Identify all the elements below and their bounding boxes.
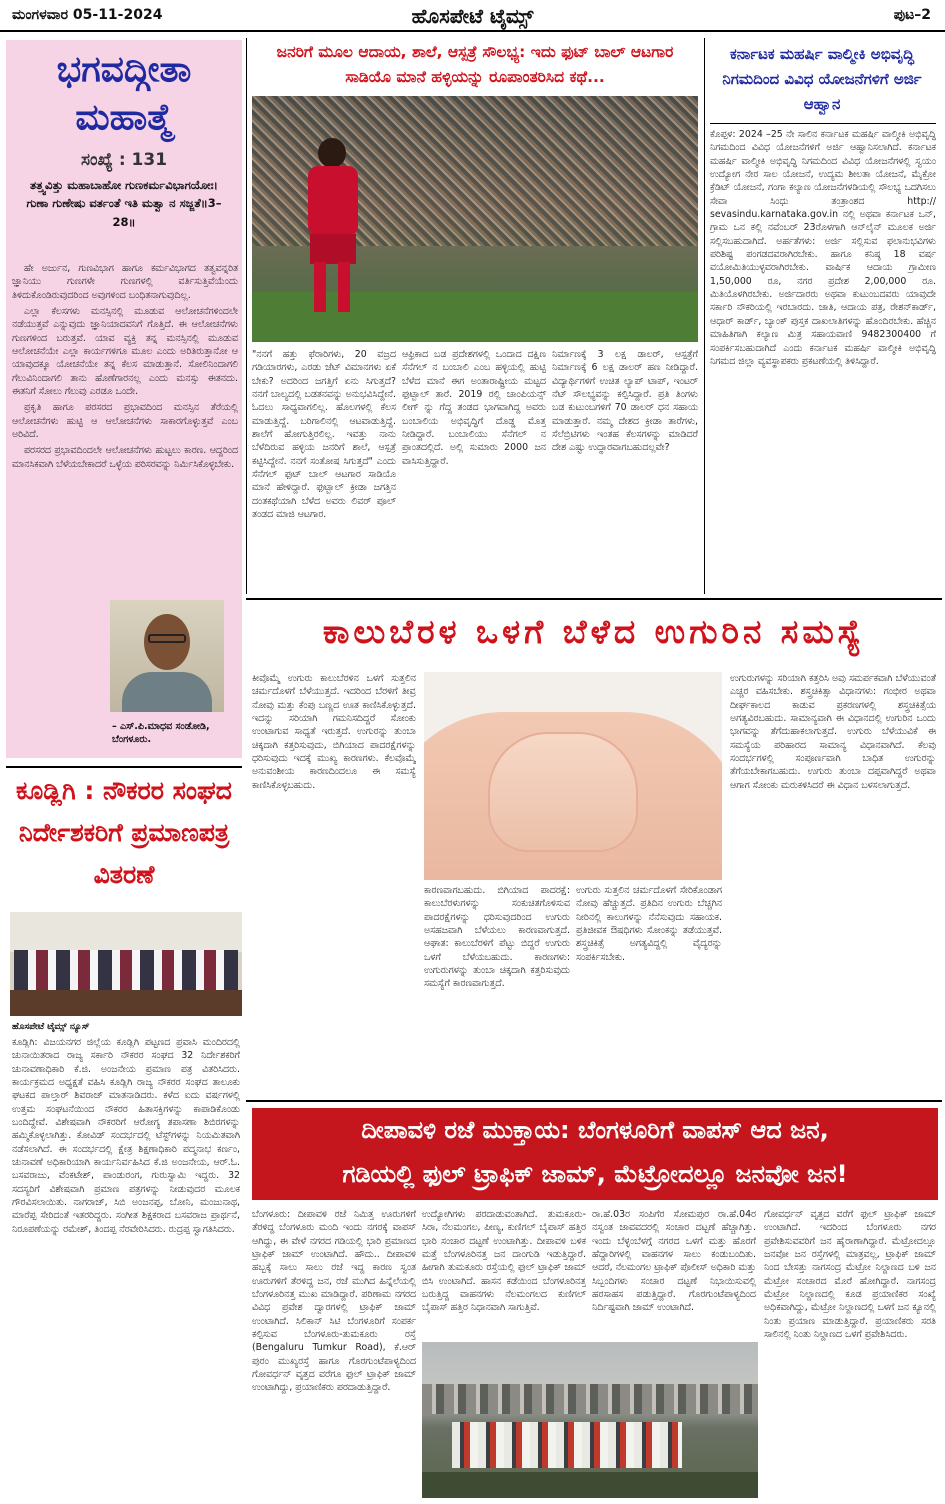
photo-player-leg xyxy=(338,262,350,312)
gita-para: ಪ್ರಕೃತಿ ಹಾಗೂ ಪರಸರದ ಪ್ರಭಾವದಿಂದ ಮನಸ್ಸಿನ ತೆರೆಯಲ್ಲಿ ಆಲೋಚನೆಗಳು ಹುಟ್ಟಿ ಆ ಆಲೋಚನೆಗಳು ಸಾಕಾರಗೊಳ್ಳುತ್ತವೆ ಎಂಬ ಅರಿವಿದೆ. xyxy=(12,402,238,441)
mane-col2: ಆಫ್ರಿಕಾದ ಬಡ ಪ್ರದೇಶಗಳಲ್ಲಿ ಒಂದಾದ ದಕ್ಷಿಣ ಸೆನೆಗಲ್ ನ ಬಂಬಾಲಿ ಎಂಬ ಹಳ್ಳಿಯಲ್ಲಿ ಹುಟ್ಟಿ ಬೆಳೆದ ಮಾನೆ ಈಗ ಅಂತಾರಾಷ್ಟ್ರೀಯ ಮಟ್ಟದ ಫುಟ್ಬಾಲ್ ತಾರೆ. 2019 ರಲ್ಲಿ ಚಾಂಪಿಯನ್ಸ್ ಲೀಗ್ ನ್ನು ಗೆದ್ದ ತಂಡದ ಭಾಗವಾಗಿದ್ದ ಅವರು ಬಂಬಾಲಿಯ ಅಭಿವೃದ್ಧಿಗೆ ದೊಡ್ಡ ಮೊತ್ತ ನೀಡಿದ್ದಾರೆ. ಬಂಬಾಲಿಯು ಸೆನೆಗಲ್ ನ ಪ್ರಾಂತದಲ್ಲಿದೆ. ಅಲ್ಲಿ ಸುಮಾರು 2000 ಜನ ವಾಸಿಸುತ್ತಿದ್ದಾರೆ. xyxy=(402,349,546,467)
gita-title: ಭಗವದ್ಗೀತಾ ಮಹಾತ್ಮೆ xyxy=(56,49,192,138)
deepavali-col1: ಬೆಂಗಳೂರು: ದೀಪಾವಳಿ ರಜೆ ನಿಮಿತ್ತ ಊರುಗಳಿಗೆ ತೆರಳಿದ್ದ ಬೆಂಗಳೂರು ಮಂದಿ ಇಂದು ನಗರಕ್ಕೆ ವಾಪಸ್ ಆಗಿದ್ದು, ಈ ವೇಳೆ ನಗರದ ಗಡಿಯಲ್ಲಿ ಭಾರಿ ಪ್ರಮಾಣದ ಟ್ರಾಫಿಕ್ ಜಾಮ್ ಉಂಟಾಗಿದೆ. ಹೌದು.. ದೀಪಾವಳಿ ಹಬ್ಬಕ್ಕೆ ಸಾಲು ಸಾಲು ರಜೆ ಇದ್ದ ಕಾರಣ ಸ್ವಂತ ಊರುಗಳಿಗೆ ತೆರಳಿದ್ದ ಜನ, ರಜೆ ಮುಗಿದ ಹಿನ್ನೆಲೆಯಲ್ಲಿ ಬೆಂಗಳೂರಿನತ್ತ ಮುಖ ಮಾಡಿದ್ದಾರೆ. ಪರಿಣಾಮ ನಗರದ ವಿವಿಧ ಪ್ರವೇಶ ದ್ವಾರಗಳಲ್ಲಿ ಟ್ರಾಫಿಕ್ ಜಾಮ್ ಉಂಟಾಗಿದೆ. ಸಿಲಿಕಾನ್ ಸಿಟಿ ಬೆಂಗಳೂರಿಗೆ ಸಂಪರ್ಕ ಕಲ್ಪಿಸುವ ಬೆಂಗಳೂರು-ತುಮಕೂರು ರಸ್ತೆ (Bengaluru Tumkur Road), ಕೆ.ಆರ್ ಪುರಂ ಮುಖ್ಯರಸ್ತೆ ಹಾಗೂ ಗೊರಗುಂಟೆಪಾಳ್ಯದಿಂದ ಗೋವರ್ಧನ್ ವೃತ್ತದ ವರೆಗೂ ಫುಲ್ ಟ್ರಾಫಿಕ್ ಜಾಮ್ ಉಂಟಾಗಿದ್ದು, ಪ್ರಯಾಣಿಕರು ಪರದಾಡುತ್ತಿದ್ದಾರೆ. xyxy=(252,1209,416,1394)
traffic-photo xyxy=(422,1342,758,1498)
gita-author: – ಎಸ್.ಪಿ.ಮಾಧವ ಸಂಡೋಡಿ, ಬೆಂಗಳೂರು. xyxy=(112,721,210,746)
divider xyxy=(6,766,242,768)
photo-nail xyxy=(488,732,638,852)
page-number: ಪುಟ–2 xyxy=(893,7,931,23)
toenail-headline: ಕಾಲುಬೆರಳ ಒಳಗೆ ಬೆಳೆದ ಉಗುರಿನ ಸಮಸ್ಯೆ xyxy=(322,612,866,651)
deepavali-col3: ರಾ.ಹೆ.03ರ ಸಂಪಿಗೆರ ಸೋಮಪುರ ರಾ.ಹೆ.04ರ ನಸ್ವಂತ ಜಾವವದರಲ್ಲಿ ಸಂಚಾರ ದಟ್ಟಣೆ ಹೆಚ್ಚಾಗಿತ್ತು. ಇಂದು ಬೆಳ್ಳಂಬೆಳಗ್ಗೆ ನಗರದ ಒಳಗೆ ಮತ್ತು ಹೊರಗೆ ಹೆದ್ದಾರಿಗಳಲ್ಲಿ ವಾಹನಗಳ ಸಾಲು ಕಂಡುಬಂದಿತು. ಆದರೆ, ನೆಲಮಂಗಲ ಟ್ರಾಫಿಕ್ ಪೊಲೀಸ್ ಅಧಿಕಾರಿ ಮತ್ತು ಸಿಬ್ಬಂದಿಗಳು ಸಂಚಾರ ದಟ್ಟಣೆ ನಿಭಾಯಿಸುವಲ್ಲಿ ಹರಸಾಹಸ ಪಡುತ್ತಿದ್ದಾರೆ. ಗೊರಗುಂಟೆಪಾಳ್ಯದಿಂದ ನಿರ್ದಿಷ್ಟವಾಗಿ ಜಾಮ್ ಉಂಟಾಗಿದೆ. xyxy=(592,1209,756,1314)
mane-col1: "ನನಗೆ ಹತ್ತು ಫೆರಾರಿಗಳು, 20 ವಜ್ರದ ಗಡಿಯಾರಗಳು, ಎರಡು ಜೆಟ್ ವಿಮಾನಗಳು ಏಕೆ ಬೇಕು? ಅದರಿಂದ ಜಗತ್ತಿಗೆ ಏನು ಸಿಗುತ್ತದೆ? ನನಗೆ ಬಾಲ್ಯದಲ್ಲಿ ಬಡತನವನ್ನು ಅನುಭವಿಸಿದ್ದೇನೆ. ಓದಲು ಸಾಧ್ಯವಾಗಲಿಲ್ಲ. ಹೊಲಗಳಲ್ಲಿ ಕೆಲಸ ಮಾಡುತ್ತಿದ್ದೆ. ಬರಿಗಾಲಿನಲ್ಲಿ ಆಟವಾಡುತ್ತಿದ್ದೆ. ಶಾಲೆಗೆ ಹೋಗುತ್ತಿರಲಿಲ್ಲ. ಇವತ್ತು ನಾನು ಬೆಳೆದಿರುವ ಹಳ್ಳಿಯ ಜನರಿಗೆ ಶಾಲೆ, ಆಸ್ಪತ್ರೆ ಕಟ್ಟಿಸಿದ್ದೇನೆ. ನನಗೆ ಸಂತೋಷ ಸಿಗುತ್ತದೆ" ಎಂದು ಸೆನೆಗಲ್ ಫುಟ್ ಬಾಲ್ ಆಟಗಾರ ಸಾಡಿಯೊ ಮಾನೆ ಹೇಳಿದ್ದಾರೆ. ಫುಟ್ಬಾಲ್ ಕ್ರೀಡಾ ಜಗತ್ತಿನ ದಂತಕಥೆಯಾಗಿ ಬೆಳೆದ ಅವರು ಲಿವರ್ ಪೂಲ್ ತಂಡದ ಮಾಜಿ ಆಟಗಾರ. xyxy=(252,349,396,521)
masthead xyxy=(0,0,945,32)
photo-verge xyxy=(422,1472,758,1498)
valmiki-headline: ಕರ್ನಾಟಕ ಮಹರ್ಷಿ ವಾಲ್ಮೀಕಿ ಅಭಿವೃದ್ಧಿ ನಿಗಮದಿಂದ ವಿವಿಧ ಯೋಜನೆಗಳಿಗೆ ಅರ್ಜಿ ಆಹ್ವಾನ xyxy=(722,45,922,113)
gita-text xyxy=(12,262,238,592)
gita-verse: ತತ್ತ್ವವಿತ್ತು ಮಹಾಬಾಹೋ ಗುಣಕರ್ಮವಿಭಾಗಯೋಃ। ಗುಣಾ ಗುಣೇಷು ವರ್ತಂತೆ ಇತಿ ಮತ್ವಾ ನ ಸಜ್ಜತೆ॥3–28॥ xyxy=(26,178,222,229)
deepavali-col4: ಗೋವರ್ಧನ್ ವೃತ್ತದ ವರೆಗೆ ಫುಲ್ ಟ್ರಾಫಿಕ್ ಜಾಮ್ ಉಂಟಾಗಿದೆ. ಇದರಿಂದ ಬೆಂಗಳೂರು ನಗರ ಪ್ರವೇಶಿಸುವವರಿಗೆ ಜನ ಹೈರಾಣಾಗಿದ್ದಾರೆ. ಮೆಟ್ರೋದಲ್ಲೂ ಜನವೋ ಜನ ರಸ್ತೆಗಳಲ್ಲಿ ಮಾತ್ರವಲ್ಲ, ಟ್ರಾಫಿಕ್ ಜಾಮ್ ನಿಂದ ಬೇಸತ್ತು ನಾಗಸಂದ್ರ ಮೆಟ್ರೋ ನಿಲ್ದಾಣದ ಬಳಿ ಜನ ಮೆಟ್ರೋ ಸಂಚಾರದ ಮೊರೆ ಹೋಗಿದ್ದಾರೆ. ನಾಗಸಂದ್ರ ಮೆಟ್ರೋ ನಿಲ್ದಾಣದಲ್ಲಿ ಕೂಡ ಪ್ರಯಾಣಿಕರ ಸಂಖ್ಯೆ ಅಧಿಕವಾಗಿದ್ದು, ಮೆಟ್ರೋ ನಿಲ್ದಾಣದಲ್ಲಿ ಒಳಗೆ ಜನ ಕ್ಯೂನಲ್ಲಿ ನಿಂತು ಪ್ರಯಾಣ ಮಾಡುತ್ತಿದ್ದಾರೆ. ಪ್ರಯಾಣಿಕರು ಸರತಿ ಸಾಲಿನಲ್ಲಿ ನಿಂತು ನಿಲ್ದಾಣದ ಒಳಗೆ ಪ್ರವೇಶಿಸಿದರು. xyxy=(764,1209,936,1341)
toenail-photo xyxy=(424,672,722,880)
divider xyxy=(704,38,705,594)
toenail-mid2: ಉಗುರು ಸುತ್ತಲಿನ ಚರ್ಮದೊಳಗೆ ಸೇರಿಕೊಂಡಾಗ ನೋವು ಹೆಚ್ಚುತ್ತದೆ. ಪ್ರತಿದಿನ ಉಗುರು ಬೆಚ್ಚಗಿನ ನೀರಿನಲ್ಲಿ ಕಾಲುಗಳನ್ನು ನೆನೆಸುವುದು ಸಹಾಯಕ. ಪ್ರತಿಜೀವಕ ಔಷಧಿಗಳು ಸೋಂಕನ್ನು ತಡೆಯುತ್ತವೆ. ಶಸ್ತ್ರಚಿಕಿತ್ಸೆ ಅಗತ್ಯವಿದ್ದಲ್ಲಿ ವೈದ್ಯರನ್ನು ಸಂಪರ್ಕಿಸಬೇಕು. xyxy=(576,885,722,963)
toenail-left: ಕೀವೊಮ್ಮೆ ಉಗುರು ಕಾಲುಬೆರಳಿನ ಒಳಗೆ ಸುತ್ತಲಿನ ಚರ್ಮದೊಳಗೆ ಬೆಳೆಯುತ್ತದೆ. ಇದರಿಂದ ಬೆರಳಿಗೆ ತೀವ್ರ ನೋವು ಮತ್ತು ಕೆಂಪು ಬಣ್ಣದ ಊತ ಕಾಣಿಸಿಕೊಳ್ಳುತ್ತದೆ. ಇದನ್ನು ಸರಿಯಾಗಿ ಗಮನಿಸದಿದ್ದರೆ ಸೋಂಕು ಉಂಟಾಗುವ ಸಾಧ್ಯತೆ ಇರುತ್ತದೆ. ಉಗುರನ್ನು ತುಂಬಾ ಚಿಕ್ಕದಾಗಿ ಕತ್ತರಿಸುವುದು, ಬಿಗಿಯಾದ ಪಾದರಕ್ಷೆಗಳನ್ನು ಧರಿಸುವುದು ಇದಕ್ಕೆ ಮುಖ್ಯ ಕಾರಣಗಳು. ಕೆಲವೊಮ್ಮೆ ಅನುವಂಶೀಯ ಕಾರಣದಿಂದಲೂ ಈ ಸಮಸ್ಯೆ ಕಾಣಿಸಿಕೊಳ್ಳಬಹುದು. xyxy=(252,673,416,791)
deepavali-headline-band xyxy=(252,1108,938,1200)
deepavali-col2: ಉದ್ಯೋಗಿಗಳು ಪರದಾಡುವಂತಾಗಿದೆ. ತುಮಕೂರು-ಸಿರಾ, ನೆಲಮಂಗಲ, ಪೀಣ್ಯ, ಕುಣಿಗಲ್ ಬೈಪಾಸ್ ಹತ್ತಿರ ಭಾರಿ ಸಂಚಾರ ದಟ್ಟಣೆ ಉಂಟಾಗಿತ್ತು. ದೀಪಾವಳಿ ಬಳಿಕ ಮತ್ತೆ ಬೆಂಗಳೂರಿನತ್ತ ಜನ ದಾಂಗುಡಿ ಇಡುತ್ತಿದ್ದಾರೆ. ಹೀಗಾಗಿ ತುಮಕೂರು ರಸ್ತೆಯಲ್ಲಿ ಫುಲ್ ಟ್ರಾಫಿಕ್ ಜಾಮ್ ಬಿಸಿ ಉಂಟಾಗಿದೆ. ಹಾಸನ ಕಡೆಯಿಂದ ಬೆಂಗಳೂರಿನತ್ತ ಬರುತ್ತಿದ್ದ ವಾಹನಗಳು ನೆಲಮಂಗಲದ ಕುಣಿಗಲ್ ಬೈಪಾಸ್ ಹತ್ತಿರ ನಿಧಾನವಾಗಿ ಸಾಗುತ್ತಿವೆ. xyxy=(422,1209,586,1314)
kudligi-photo xyxy=(10,912,242,1016)
divider xyxy=(246,598,942,600)
deepavali-headline-line1: ದೀಪಾವಳಿ ರಜೆ ಮುಕ್ತಾಯ: ಬೆಂಗಳೂರಿಗೆ ವಾಪಸ್ ಆದ ಜನ, xyxy=(361,1116,829,1144)
toenail-mid: ಕಾರಣವಾಗಬಹುದು. ಬಿಗಿಯಾದ ಪಾದರಕ್ಷೆ: ಕಾಲುಬೆರಳುಗಳನ್ನು ಸಂಕುಚಿತಗೊಳಿಸುವ ಪಾದರಕ್ಷೆಗಳನ್ನು ಧರಿಸುವುದರಿಂದ ಉಗುರು ಅಸಹಜವಾಗಿ ಬೆಳೆಯಲು ಕಾರಣವಾಗುತ್ತದೆ. ಆಘಾತ: ಕಾಲುಬೆರಳಿಗೆ ಪೆಟ್ಟು ಬಿದ್ದರೆ ಉಗುರು ಒಳಗೆ ಬೆಳೆಯಬಹುದು. ಕಾರಣಗಳು: ಉಗುರುಗಳನ್ನು ತುಂಬಾ ಚಿಕ್ಕದಾಗಿ ಕತ್ತರಿಸುವುದು ಸಮಸ್ಯೆಗೆ ಕಾರಣವಾಗುತ್ತದೆ. xyxy=(424,885,570,990)
photo-people xyxy=(14,950,238,990)
photo-player-leg xyxy=(314,262,326,312)
divider xyxy=(246,38,247,594)
kudligi-body: ಕೂಡ್ಲಿಗಿ: ವಿಜಯನಗರ ಜಿಲ್ಲೆಯ ಕೂಡ್ಲಿಗಿ ಪಟ್ಟಣದ ಪ್ರವಾಸಿ ಮಂದಿರದಲ್ಲಿ ಚುನಾಯಿತರಾದ ರಾಜ್ಯ ಸರ್ಕಾರಿ ನೌಕರರ ಸಂಘದ 32 ನಿರ್ದೇಶಕರಿಗೆ ಚುನಾವಣಾಧಿಕಾರಿ ಕೆ.ಜಿ. ಅಂಜನೇಯ ಪ್ರಮಾಣ ಪತ್ರ ವಿತರಿಸಿದರು. ಕಾರ್ಯಕ್ರಮದ ಅಧ್ಯಕ್ಷತೆ ವಹಿಸಿ ಕೂಡ್ಲಿಗಿ ರಾಜ್ಯ ನೌಕರರ ಸಂಘದ ತಾಲೂಕು ಘಟಕದ ಪಾಲ್ತಾರ್ ಶಿವರಾಜ್ ಮಾತನಾಡಿದರು. ಕಳೆದ ಐದು ವರ್ಷಗಳಲ್ಲಿ ಉತ್ತಮ ಸಂಘಟನೆಯಿಂದ ನೌಕರರ ಹಿತಾಸಕ್ತಿಗಳನ್ನು ಕಾಪಾಡಿಕೊಂಡು ಬಂದಿದ್ದೇವೆ. ವಿಶೇಷವಾಗಿ ನೌಕರರಿಗೆ ಆರೋಗ್ಯ ತಪಾಸಣಾ ಶಿಬಿರಗಳನ್ನು ಹಮ್ಮಿಕೊಳ್ಳಲಾಗಿತ್ತು. ಕೋವಿಡ್ ಸಂದರ್ಭದಲ್ಲಿ ಟೆಸ್ಟ್‌ಗಳನ್ನು ನಿಯಮಿತವಾಗಿ ನಡೆಸಲಾಗಿದೆ. ಈ ಸಂದರ್ಭದಲ್ಲಿ ಕ್ಷೇತ್ರ ಶಿಕ್ಷಣಾಧಿಕಾರಿ ಪದ್ಮನಾಭ ಕರ್ಣಂ, ಚುನಾವಣೆ ಅಧಿಕಾರಿಯಾಗಿ ಕಾರ್ಯನಿರ್ವಹಿಸಿದ ಕೆ.ಜಿ ಅಂಜನೇಯ, ಆರ್.ಓ. ಬಸವರಾಜು, ವೆಂಕಟೇಶ್, ಪಾಂಡುರಂಗ, ಗುರುಸ್ವಾಮಿ ಇದ್ದರು. 32 ಸದಸ್ಯರಿಗೆ ವಿಶೇಷವಾಗಿ ಪ್ರಮಾಣ ಪತ್ರಗಳನ್ನು ನೀಡುವುದರ ಮೂಲಕ ಗೌರವಿಸಲಾಯಿತು. ನಾಗರಾಜ್, ಸಿಬಿ ಅಂಜನಪ್ಪ, ಬೋನಿ, ಮಂಜುನಾಥ, ಮಾರೆಪ್ಪ ಸೇರಿದಂತೆ ಇತರರಿದ್ದರು. ಸಂಗೀತ ಶಿಕ್ಷಕರಾದ ಬಸವರಾಜ ಪ್ರಾರ್ಥನೆ, ನಿರೂಪಣೆಯನ್ನು ರಮೇಶ್, ತಿಂದಪ್ಪ ನೆರವೇರಿಸಿದರು. ರುದ್ರಪ್ಪ ಸ್ವಾಗತಿಸಿದರು. xyxy=(12,1037,240,1235)
photo-wall xyxy=(10,912,242,952)
kudligi-headline: ಕೂಡ್ಲಿಗಿ : ನೌಕರರ ಸಂಘದ ನಿರ್ದೇಶಕರಿಗೆ ಪ್ರಮಾಣಪತ್ರ ವಿತರಣೆ xyxy=(16,776,232,889)
gita-para: ಹೇ ಅರ್ಜುನ, ಗುಣವಿಭಾಗ ಹಾಗೂ ಕರ್ಮವಿಭಾಗದ ತತ್ವವನ್ನರಿತ ಜ್ಞಾನಿಯು ಗುಣಗಳೇ ಗುಣಗಳಲ್ಲಿ ವರ್ತಿಸುತ್ತಿವೆಯೆಂದು ತಿಳಿದುಕೊಂಡಿರುವುದರಿಂದ ಅವುಗಳಿಂದ ಬಂಧಿತನಾಗುವುದಿಲ್ಲ. xyxy=(12,263,238,301)
toenail-right: ಉಗುರುಗಳನ್ನು ಸರಿಯಾಗಿ ಕತ್ತರಿಸಿ ಅವು ಸಮರ್ಪಕವಾಗಿ ಬೆಳೆಯುವಂತೆ ಎಚ್ಚರ ವಹಿಸಬೇಕು. ಶಸ್ತ್ರಚಿಕಿತ್ಸಾ ವಿಧಾನಗಳು: ಗಂಭೀರ ಅಥವಾ ದೀರ್ಘಕಾಲದ ಕಾಡುವ ಪ್ರಕರಣಗಳಲ್ಲಿ ಶಸ್ತ್ರಚಿಕಿತ್ಸೆಯ ಅಗತ್ಯವಿರಬಹುದು. ಸಾಮಾನ್ಯವಾಗಿ ಈ ವಿಧಾನದಲ್ಲಿ ಉಗುರಿನ ಒಂದು ಭಾಗವನ್ನು ತೆಗೆದುಹಾಕಲಾಗುತ್ತದೆ. ಉಗುರು ಬೆಳೆಯುವಿಕೆ ಈ ಸಮಸ್ಯೆಯ ಪರಿಹಾರದ ಸಾಮಾನ್ಯ ವಿಧಾನವಾಗಿದೆ. ಕೆಲವು ಸಂದರ್ಭಗಳಲ್ಲಿ ಸಂಪೂರ್ಣವಾಗಿ ಬಾಧಿತ ಉಗುರನ್ನು ತೆಗೆಯಬೇಕಾಗಬಹುದು. ಉಗುರು ತುಂಬಾ ದಪ್ಪವಾಗಿದ್ದರೆ ಅಥವಾ ಆಗಾಗ ಸೋಂಕು ಮರುಕಳಿಸಿದರೆ ಈ ವಿಧಾನ ಬಳಸಲಾಗುತ್ತದೆ. xyxy=(730,673,936,791)
mane-headline: ಜನರಿಗೆ ಮೂಲ ಆದಾಯ, ಶಾಲೆ, ಆಸ್ಪತ್ರೆ ಸೌಲಭ್ಯ: ಇದು ಫುಟ್ ಬಾಲ್ ಆಟಗಾರ ಸಾಡಿಯೊ ಮಾನೆ ಹಳ್ಳಿಯನ್ನು ರೂಪಾಂತರಿಸಿದ ಕಥೆ... xyxy=(276,43,674,86)
photo-player-shorts xyxy=(310,234,356,264)
gita-para: ಎಲ್ಲಾ ಕೆಲಸಗಳು ಮನಸ್ಸಿನಲ್ಲಿ ಮೂಡುವ ಆಲೋಚನೆಗಳಿಂದಲೇ ನಡೆಯುತ್ತವೆ ಎನ್ನುವುದು ಜ್ಞಾನಿಯಾದವನಿಗೆ ಗೊತ್ತಿದೆ. ಈ ಆಲೋಚನೆಗಳು ಗುಣಗಳಿಂದ ಬರುತ್ತವೆ. ಯಾವ ವ್ಯಕ್ತಿ ತನ್ನ ಮನಸ್ಸಿನಲ್ಲಿ ಮೂಡುವ ಆಲೋಚನೆಯೇ ಎಲ್ಲಾ ಕಾರ್ಯಗಳಿಗೂ ಮೂಲ ಎಂದು ಅರಿತಿರುತ್ತಾನೋ ಆ ಯಾವುದಕ್ಕೂ ಯೋಚನೆಯೇ ತನ್ನ ಕೆಲಸ ಮಾಡುತ್ತಾನೆ. ಸೋಲಿನಿಂದಾಗಲಿ ಗೆಲುವಿನಿಂದಾಗಲಿ ತಾನು ಹೊಣೆಗಾರನಲ್ಲ ಎಂದು ಮನಸ್ಸು ಈತನದು. ಈತನಿಗೆ ಸೋಲು ಗೆಲುವು ಎರಡೂ ಒಂದೇ. xyxy=(12,306,238,398)
kudligi-credit: ಹೊಸಪೇಟೆ ಟೈಮ್ಸ್ ನ್ಯೂಸ್ xyxy=(12,1022,90,1032)
gita-number: ಸಂಖ್ಯೆ : 131 xyxy=(80,150,168,170)
divider xyxy=(710,123,936,124)
mane-col3: ನಿರ್ಮಾಣಕ್ಕೆ 3 ಲಕ್ಷ ಡಾಲರ್, ಆಸ್ಪತ್ರೆಗೆ ನಿರ್ಮಾಣಕ್ಕೆ 6 ಲಕ್ಷ ಡಾಲರ್ ಹಣ ನೀಡಿದ್ದಾರೆ. ವಿದ್ಯಾರ್ಥಿಗಳಿಗೆ ಉಚಿತ ಲ್ಯಾಪ್ ಟಾಪ್, ಇಂಟರ್ ನೆಟ್ ಸೌಲಭ್ಯವನ್ನು ಕಲ್ಪಿಸಿದ್ದಾರೆ. ಪ್ರತಿ ತಿಂಗಳು ಬಡ ಕುಟುಂಬಗಳಿಗೆ 70 ಡಾಲರ್ ಧನ ಸಹಾಯ ಮಾಡುತ್ತಾರೆ. ನಮ್ಮ ದೇಶದ ಕ್ರೀಡಾ ತಾರೆಗಳು, ಸೆಲೆಬ್ರಿಟಿಗಳು ಇಂತಹ ಕೆಲಸಗಳನ್ನು ಮಾಡಿದರೆ ದೇಶ ಎಷ್ಟು ಉದ್ಧಾರವಾಗಬಹುದಲ್ಲವೇ? xyxy=(552,349,698,454)
valmiki-body: ಕೊಪ್ಪಳ: 2024 –25 ನೇ ಸಾಲಿನ ಕರ್ನಾಟಕ ಮಹರ್ಷಿ ವಾಲ್ಮೀಕಿ ಅಭಿವೃದ್ಧಿ ನಿಗಮದಿಂದ ವಿವಿಧ ಯೋಜನೆಗಳಿಗೆ ಅರ್ಜಿ ಆಹ್ವಾನಿಸಲಾಗಿದೆ. ಕರ್ನಾಟಕ ಮಹರ್ಷಿ ವಾಲ್ಮೀಕಿ ಅಭಿವೃದ್ಧಿ ನಿಗಮದಿಂದ ವಿವಿಧ ಯೋಜನೆಗಳಲ್ಲಿ ಸ್ವಯಂ ಉದ್ಯೋಗ ನೇರ ಸಾಲ ಯೋಜನೆ, ಉದ್ಯಮ ಶೀಲತಾ ಯೋಜನೆ, ಮೈಕ್ರೋ ಕ್ರೆಡಿಟ್ ಯೋಜನೆ, ಗಂಗಾ ಕಲ್ಯಾಣ ಯೋಜನೆಗಳಡಿಯಲ್ಲಿ ಸೌಲಭ್ಯ ಒದಗಿಸಲು ಸೇವಾ ಸಿಂಧು ತಂತ್ರಾಂಶದ http:// sevasindu.karnataka.gov.in ನಲ್ಲಿ ಅಥವಾ ಕರ್ನಾಟಕ ಒನ್, ಗ್ರಾಮ ಒನ ಕಲ್ಲಿ ನವೆಂಬರ್ 23ರೊಳಗಾಗಿ ಆನ್‌ಲೈನ್ ಮೂಲಕ ಅರ್ಜಿ ಸಲ್ಲಿಸಬಹುದಾಗಿದೆ. ಅರ್ಹತೆಗಳು: ಅರ್ಜಿ ಸಲ್ಲಿಸುವ ಫಲಾನುಭವಿಗಳು ಪರಿಶಿಷ್ಟ ಪಂಗಡದವರಾಗಿರಬೇಕು. ಹಾಗೂ ಕನಿಷ್ಠ 18 ವರ್ಷ ವಯೋಮಿತಿಯುಳ್ಳವರಾಗಿರಬೇಕು. ವಾರ್ಷಿಕ ಆದಾಯ ಗ್ರಾಮೀಣ 1,50,000 ರೂ, ನಗರ ಪ್ರದೇಶ 2,00,000 ರೂ. ಮಿತಿಯೊಳಗಿರಬೇಕು. ಅರ್ಜಿದಾರರು ಅಥವಾ ಕುಟುಂಬದವರು ಯಾವುದೇ ಸರ್ಕಾರಿ ನೌಕರಿಯಲ್ಲಿ ಇರಬಾರದು. ಜಾತಿ, ಆದಾಯ ಪತ್ರ, ರೇಶನ್‌ಕಾರ್ಡ್, ಆಧಾರ್ ಕಾರ್ಡ್, ಬ್ಯಾಂಕ್ ಪುಸ್ತಕ ದಾಖಲಾತಿಗಳನ್ನು ಹೊಂದಿರಬೇಕು. ಹೆಚ್ಚಿನ ಮಾಹಿತಿಗಾಗಿ ಕಲ್ಯಾಣ ಮಿತ್ರ ಸಹಾಯವಾಣಿ 9482300400 ಗೆ ಸಂಪರ್ಕಿಸಬಹುದಾಗಿದೆ ಎಂದು ಕರ್ನಾಟಕ ಮಹರ್ಷಿ ವಾಲ್ಮೀಕಿ ಅಭಿವೃದ್ಧಿ ನಿಗಮದ ಜಿಲ್ಲಾ ವ್ಯವಸ್ಥಾಪಕರು ಪ್ರಕಟಣೆಯಲ್ಲಿ ತಿಳಿಸಿದ್ದಾರೆ. xyxy=(710,129,936,367)
author-shirt xyxy=(122,672,212,712)
deepavali-headline-line2: ಗಡಿಯಲ್ಲಿ ಫುಲ್ ಟ್ರಾಫಿಕ್ ಜಾಮ್, ಮೆಟ್ರೋದಲ್ಲೂ ಜನವೋ ಜನ! xyxy=(342,1160,848,1188)
photo-buildings xyxy=(422,1384,758,1414)
paper-title: ಹೊಸಪೇಟೆ ಟೈಮ್ಸ್ xyxy=(411,4,534,28)
author-photo xyxy=(110,600,224,712)
photo-player-jersey xyxy=(308,166,358,236)
author-spectacles xyxy=(148,634,186,643)
divider xyxy=(246,1100,942,1102)
photo-table xyxy=(10,990,242,1016)
photo-player-head xyxy=(318,138,346,168)
mane-photo xyxy=(252,96,698,342)
masthead-date: ಮಂಗಳವಾರ 05-11-2024 xyxy=(12,7,163,23)
photo-vehicles xyxy=(452,1422,682,1468)
gita-para: ಪರಸರದ ಪ್ರಭಾವದಿಂದಲೇ ಆಲೋಚನೆಗಳು ಹುಟ್ಟಲು ಕಾರಣ. ಆದ್ದರಿಂದ ಮಾನಸಿಕವಾಗಿ ಬೆಳೆಯಬೇಕಾದರೆ ಒಳ್ಳೆಯ ಪರಿಸರವನ್ನು ನಿರ್ಮಿಸಿಕೊಳ್ಳಬೇಕು. xyxy=(12,445,238,470)
